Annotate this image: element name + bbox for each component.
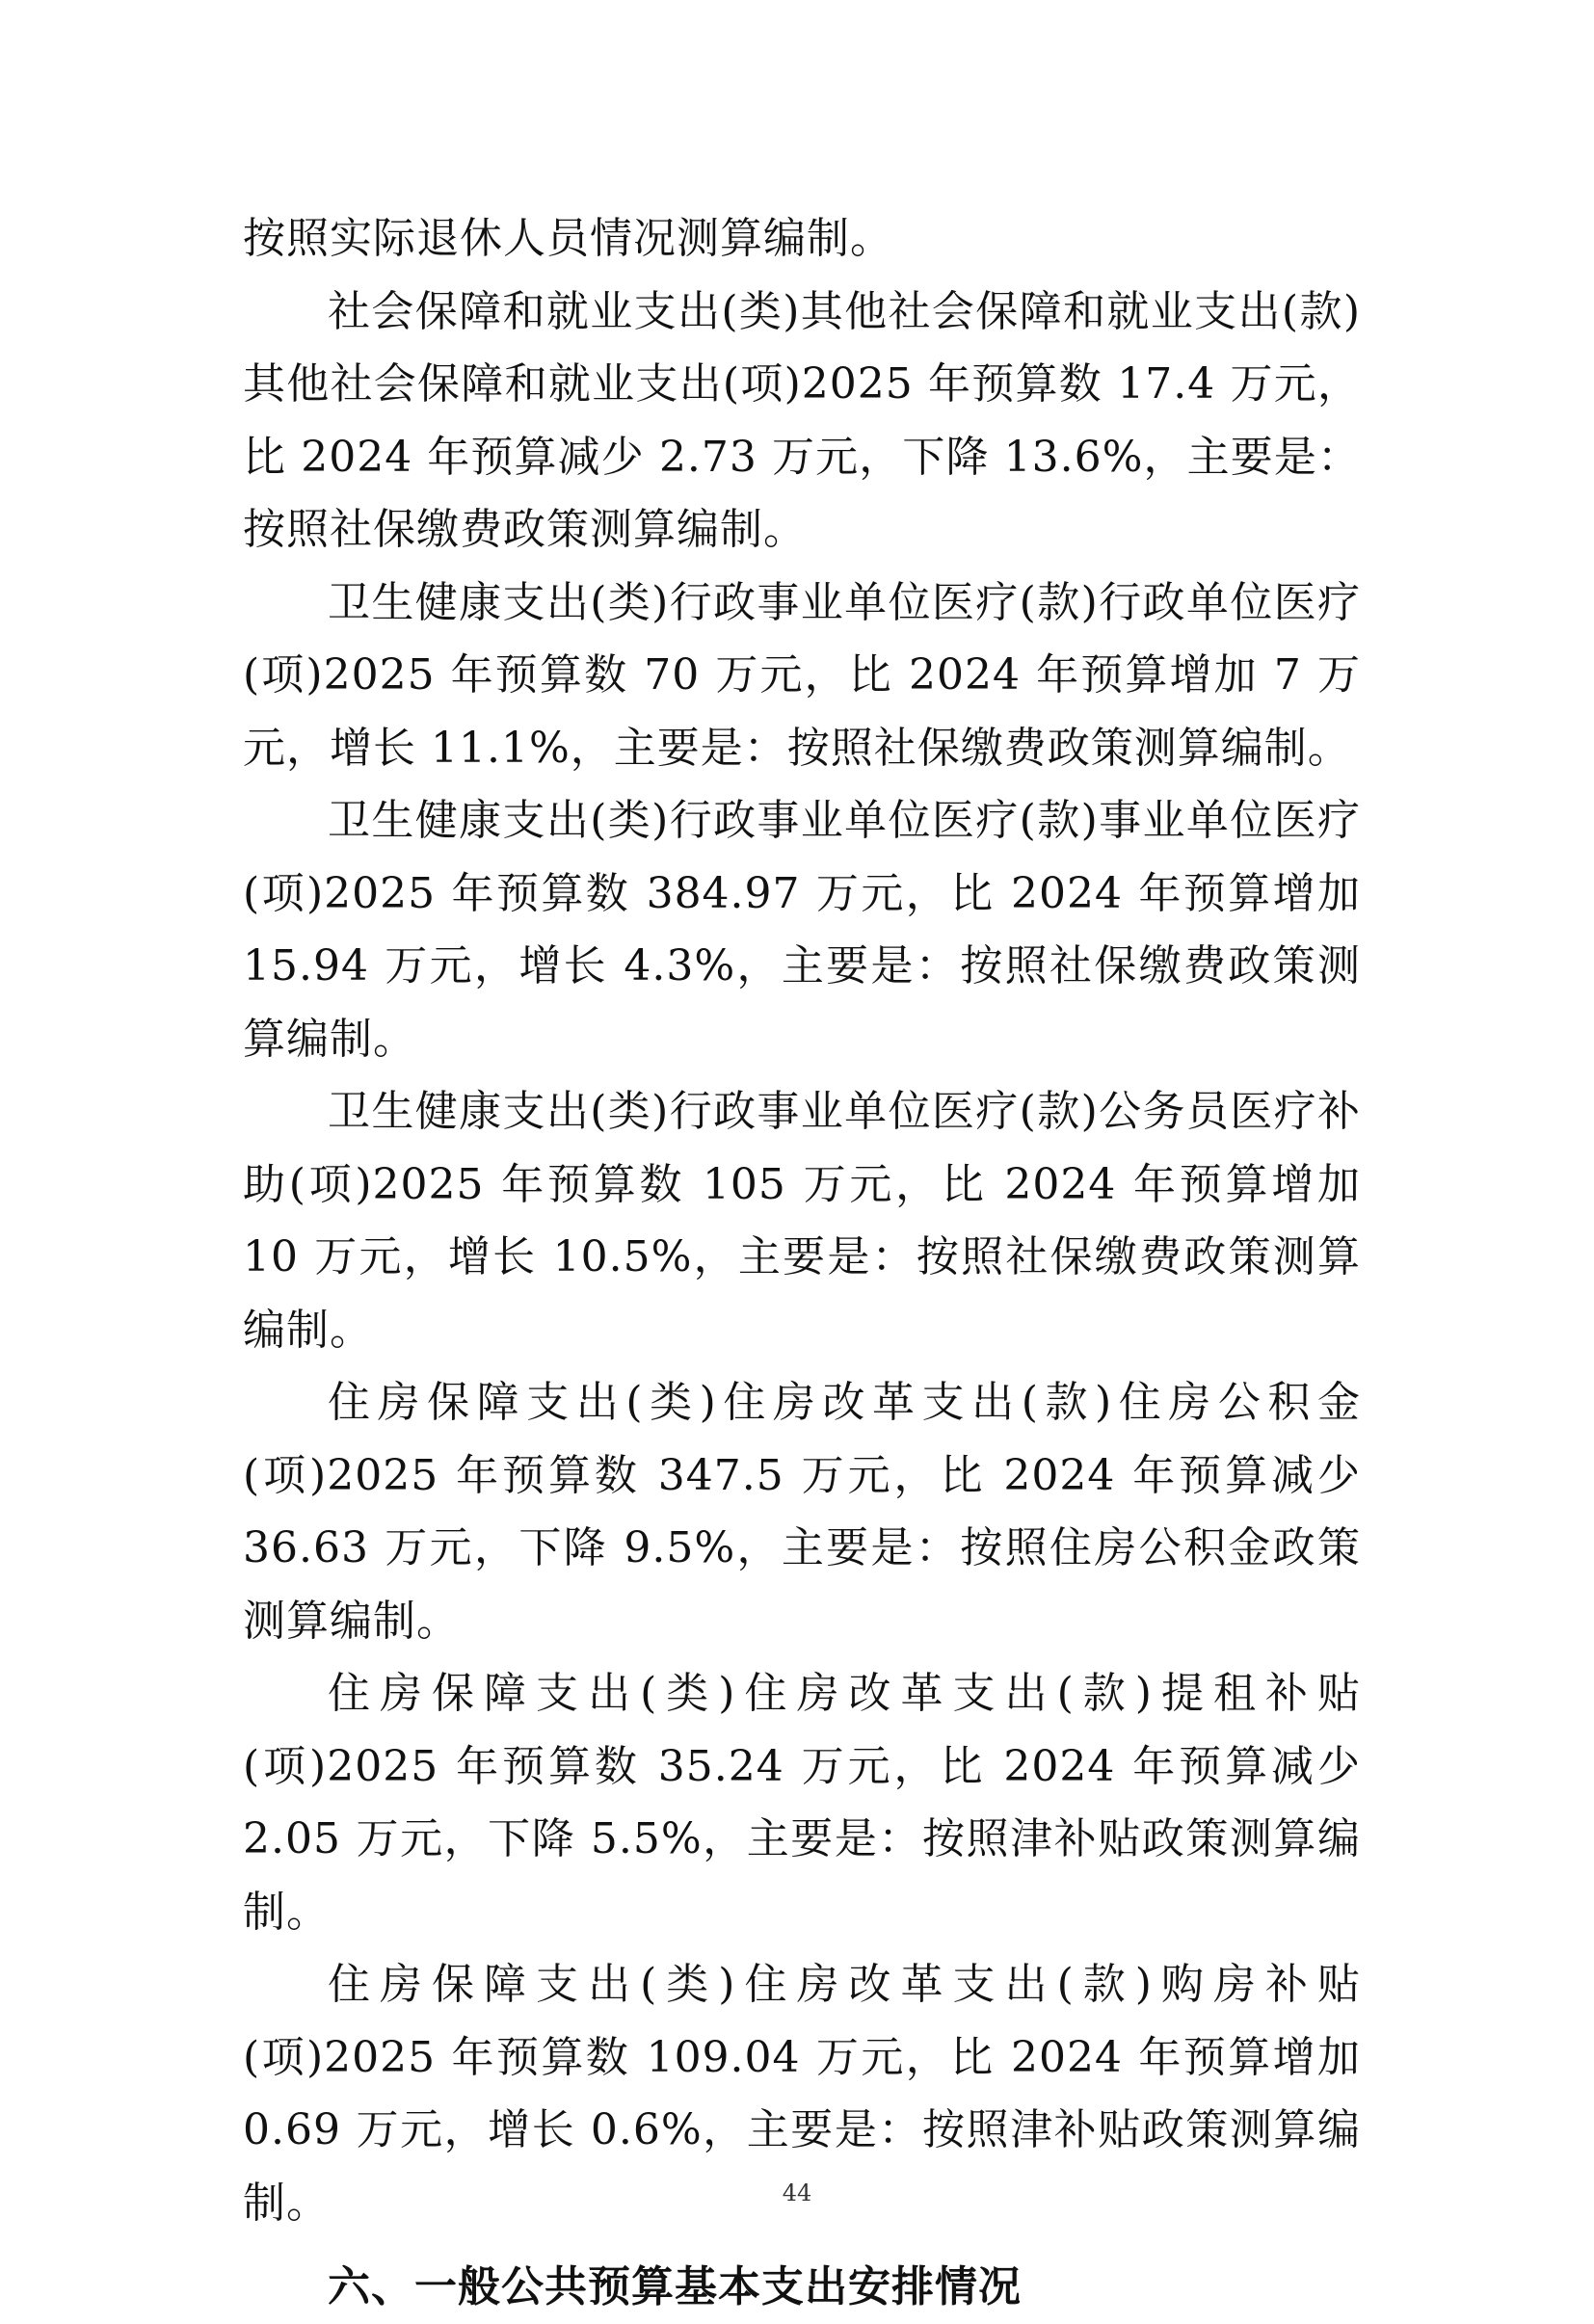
page-number: 44 <box>782 2179 812 2206</box>
paragraph-continuation: 按照实际退休人员情况测算编制。 <box>243 214 893 263</box>
paragraph-admin-medical: 卫生健康支出(类)行政事业单位医疗(款)行政单位医疗(项)2025 年预算数 70 万元，比 2024 年预算增加 7 万元，增长 11.1%，主要是：按照社保缴费政策测算编制。 <box>243 577 1361 773</box>
paragraph-housing-fund: 住房保障支出(类)住房改革支出(款)住房公积金(项)2025 年预算数 347.5 万元，比 2024 年预算减少 36.63 万元，下降 9.5%，主要是：按照住房公积金政策测算编制。 <box>243 1378 1361 1646</box>
paragraph-social-security: 社会保障和就业支出(类)其他社会保障和就业支出(款)其他社会保障和就业支出(项)2025 年预算数 17.4 万元，比 2024 年预算减少 2.73 万元，下降 13.6%，主要是：按照社保缴费政策测算编制。 <box>243 286 1361 554</box>
section-heading: 六、一般公共预算基本支出安排情况 <box>328 2262 1022 2311</box>
paragraph-institution-medical: 卫生健康支出(类)行政事业单位医疗(款)事业单位医疗(项)2025 年预算数 384.97 万元，比 2024 年预算增加 15.94 万元，增长 4.3%，主要是：按照社保缴费政策测算编制。 <box>243 796 1361 1064</box>
paragraph-civil-servant-medical: 卫生健康支出(类)行政事业单位医疗(款)公务员医疗补助(项)2025 年预算数 105 万元，比 2024 年预算增加 10 万元，增长 10.5%，主要是：按照社保缴费政策测算编制。 <box>243 1087 1361 1355</box>
paragraph-housing-purchase-subsidy: 住房保障支出(类)住房改革支出(款)购房补贴(项)2025 年预算数 109.04 万元，比 2024 年预算增加 0.69 万元，增长 0.6%，主要是：按照津补贴政策测算编制。 <box>243 1960 1361 2228</box>
paragraph-rent-subsidy: 住房保障支出(类)住房改革支出(款)提租补贴(项)2025 年预算数 35.24 万元，比 2024 年预算减少 2.05 万元，下降 5.5%，主要是：按照津补贴政策测算编制。 <box>243 1669 1361 1937</box>
document-body <box>243 202 1361 2324</box>
